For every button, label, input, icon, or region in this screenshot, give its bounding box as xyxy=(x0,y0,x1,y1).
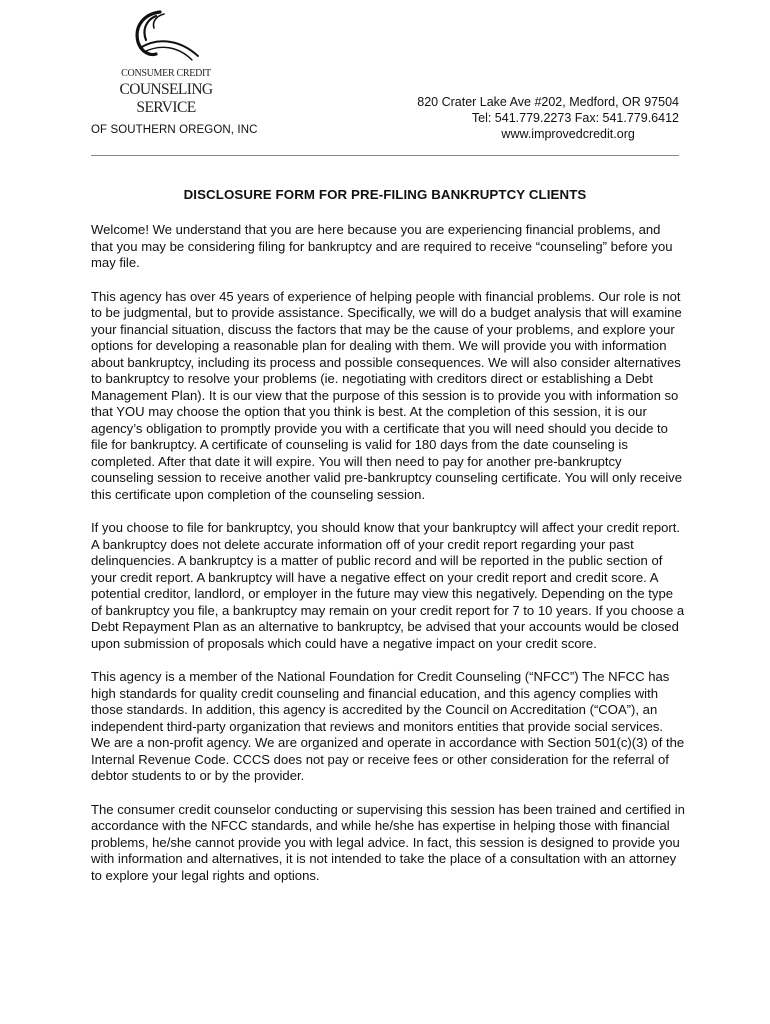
paragraph-counselor-certification: The consumer credit counselor conducting or supervising this session has been trained and certified in accordance with the NFCC standards, and while he/she has expertise in helping those with financial problems, he/she cannot provide you with legal advice. In fact, this session is designed to provide you with information and alternatives, it is not intended to take the place of a consultation with an attorney to explore your legal rights and options. xyxy=(91,801,685,883)
website-url: www.improvedcredit.org xyxy=(501,127,635,141)
paragraph-nfcc-membership: This agency is a member of the National Foundation for Credit Counseling (“NFCC”) The NFCC has high standards for quality credit counseling and financial education, and this agency complies with those standards. In addition, this agency is accredited by the Council on Accreditation (“COA”), an independent third-party organization that reviews and monitors entities that provide social services. We are a non-profit agency. We are organized and operate in accordance with Section 501(c)(3) of the Internal Revenue Code. CCCS does not pay or receive fees or other consideration for the referral of debtor students to or by the provider. xyxy=(91,669,685,783)
agency-logo xyxy=(96,8,236,116)
logo-text-consumer-credit: CONSUMER CREDIT xyxy=(121,68,211,79)
org-subtitle: OF SOUTHERN OREGON, INC xyxy=(91,124,258,136)
agency-address-block xyxy=(417,94,679,142)
document-title: DISCLOSURE FORM FOR PRE-FILING BANKRUPTCY CLIENTS xyxy=(183,187,587,202)
paragraph-bankruptcy-effects: If you choose to file for bankruptcy, you should know that your bankruptcy will affect your credit report. A bankruptcy does not delete accurate information off of your credit report regarding your past delinquencies. A bankruptcy is a matter of public record and will be reported in the public section of your credit report. A bankruptcy will have a negative effect on your credit report and credit score. A potential creditor, landlord, or employer in the future may view this negatively. Depending on the type of bankruptcy you file, a bankruptcy may remain on your credit report for 7 to 10 years. If you choose a Debt Repayment Plan as an alternative to bankruptcy, be advised that your accounts would be closed upon submission of proposals which could have a negative impact on your credit score. xyxy=(91,520,685,651)
header-divider xyxy=(91,155,679,156)
swirl-logo-icon xyxy=(126,8,202,70)
paragraph-welcome: Welcome! We understand that you are here because you are experiencing financial problems, and that you may be considering filing for bankruptcy and are required to receive “counseling” before you may file. xyxy=(91,222,673,270)
phone-fax: Tel: 541.779.2273 Fax: 541.779.6412 xyxy=(471,111,679,125)
paragraph-agency-experience: This agency has over 45 years of experience of helping people with financial problems. Our role is not to be judgmental, but to provide assistance. Specifically, we will do a budget analysis that will examine your financial situation, discuss the factors that may be the cause of your problems, and explore your options for developing a reasonable plan for dealing with them. We will provide you with information about bankruptcy, including its process and possible consequences. We will also consider alternatives to bankruptcy to resolve your problems (ie. negotiating with creditors direct or establishing a Debt Management Plan). It is our view that the purpose of this session is to provide you with information so that YOU may choose the option that you think is best. At the completion of this session, it is our agency’s obligation to promptly provide you with a certificate that you will need should you decide to file for bankruptcy. A certificate of counseling is valid for 180 days from the date counseling is completed. After that date it will expire. You will then need to pay for another pre-bankruptcy counseling session to receive another valid pre-bankruptcy counseling certificate. You will only receive this certificate upon completion of the counseling session. xyxy=(91,288,683,502)
logo-text-counseling-service: COUNSELING SERVICE xyxy=(119,81,213,116)
street-address: 820 Crater Lake Ave #202, Medford, OR 97504 xyxy=(417,95,679,109)
document-body xyxy=(91,222,685,901)
